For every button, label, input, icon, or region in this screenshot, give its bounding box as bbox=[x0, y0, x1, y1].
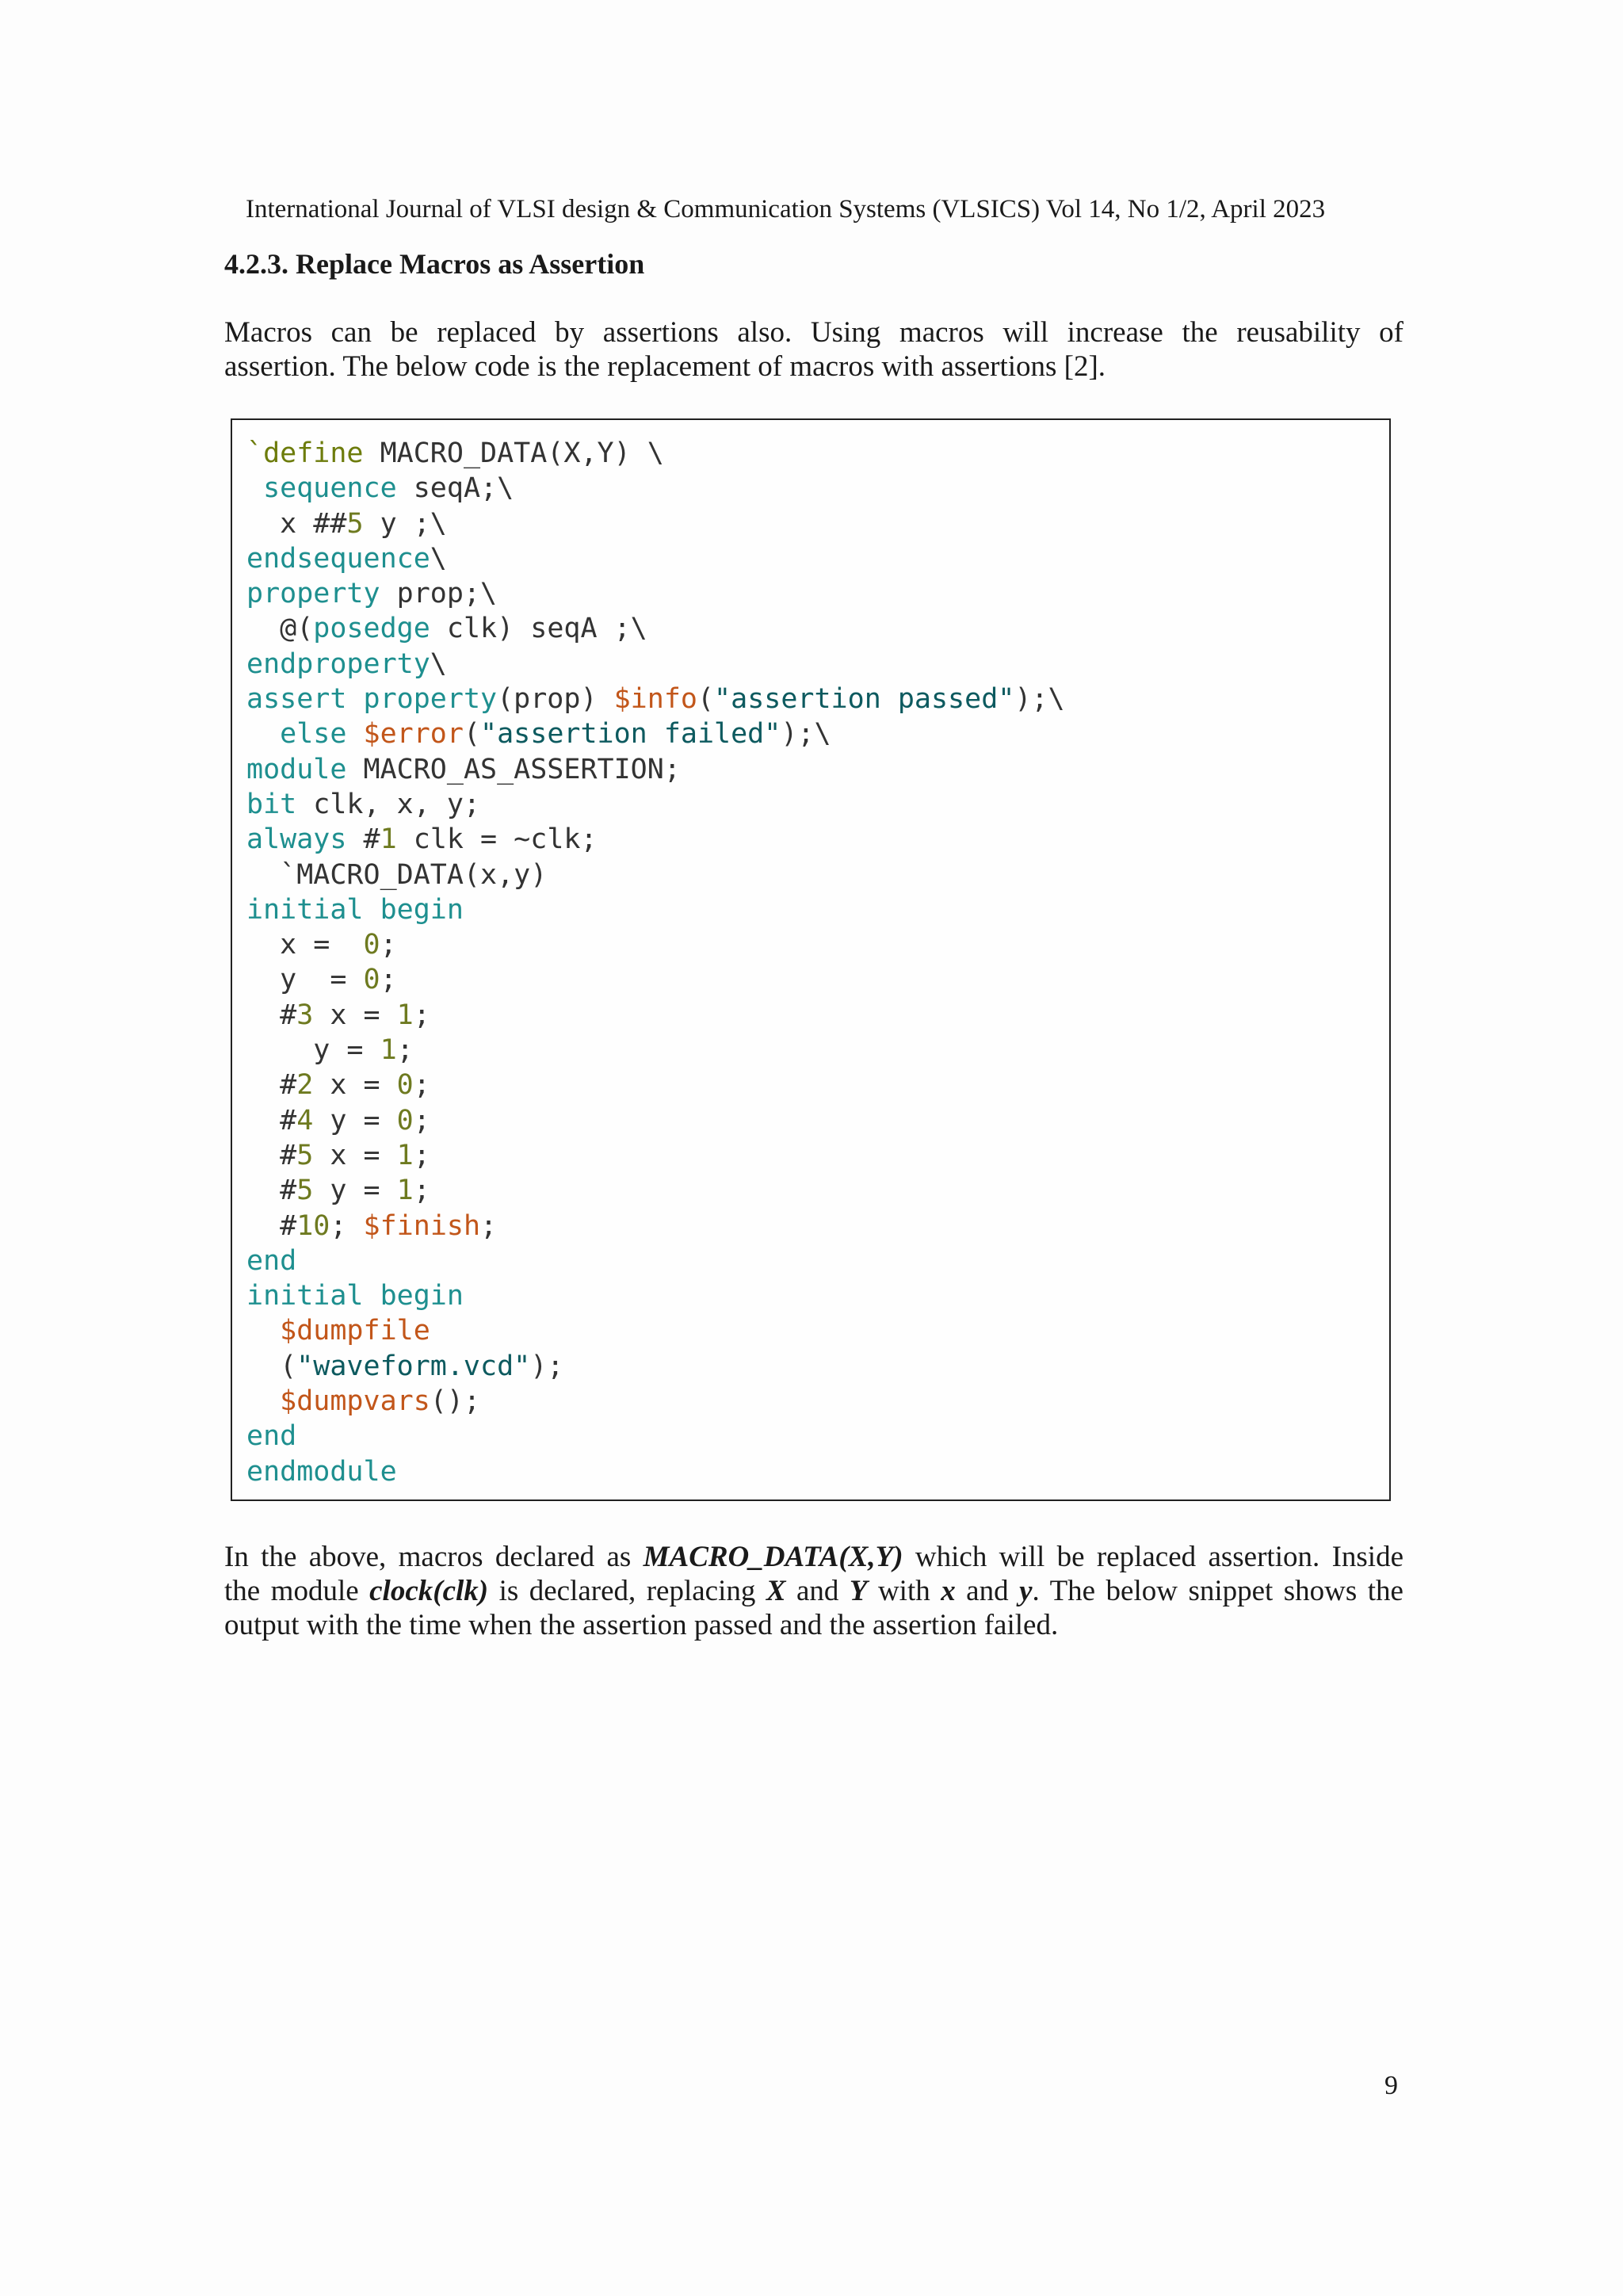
outro-text: and bbox=[785, 1575, 850, 1607]
code-token: \ bbox=[430, 648, 447, 680]
code-token: clk) seqA ;\ bbox=[430, 613, 647, 645]
code-token: posedge bbox=[313, 613, 430, 645]
code-token: 1 bbox=[396, 1139, 414, 1171]
code-line bbox=[246, 752, 1065, 787]
running-header: International Journal of VLSI design & Communication Systems (VLSICS) Vol 14, No 1/2, April 2023 bbox=[246, 195, 1326, 223]
code-token: y = bbox=[246, 1034, 380, 1067]
outro-line-1 bbox=[224, 1540, 1403, 1574]
code-line bbox=[246, 787, 1065, 822]
var-x-lower: x bbox=[941, 1575, 956, 1607]
code-token: 0 bbox=[396, 1104, 414, 1137]
code-line bbox=[246, 1384, 1065, 1419]
code-token: 1 bbox=[396, 999, 414, 1031]
code-token: property bbox=[246, 578, 380, 610]
code-token: "assertion failed" bbox=[480, 718, 781, 751]
code-token: ; bbox=[413, 1139, 430, 1171]
code-token: $dumpvars bbox=[246, 1385, 430, 1418]
section-heading: 4.2.3. Replace Macros as Assertion bbox=[224, 248, 645, 280]
code-token: prop;\ bbox=[380, 578, 498, 610]
code-token: $error bbox=[363, 718, 464, 751]
code-token: 10 bbox=[296, 1209, 330, 1242]
code-token bbox=[346, 683, 363, 715]
var-x-upper: X bbox=[766, 1575, 786, 1607]
code-token: (); bbox=[430, 1385, 481, 1418]
outro-line-2 bbox=[224, 1574, 1403, 1608]
code-token: `define bbox=[246, 437, 364, 469]
code-token: x = bbox=[313, 1069, 397, 1102]
code-line bbox=[246, 716, 1065, 751]
code-token: ; bbox=[380, 929, 397, 961]
code-token: initial begin bbox=[246, 893, 464, 926]
code-token: ; bbox=[380, 964, 397, 996]
code-line bbox=[246, 471, 1065, 506]
code-line bbox=[246, 436, 1065, 471]
code-token: $dumpfile bbox=[246, 1315, 430, 1347]
code-line bbox=[246, 506, 1065, 541]
code-token: ( bbox=[697, 683, 715, 716]
code-token: 1 bbox=[380, 823, 397, 856]
page-number: 9 bbox=[1384, 2071, 1398, 2100]
code-token: ; bbox=[480, 1209, 498, 1242]
code-token: `MACRO_DATA(x,y) bbox=[246, 858, 548, 891]
code-token: MACRO_AS_ASSERTION; bbox=[346, 753, 681, 785]
code-line bbox=[246, 1278, 1065, 1313]
code-line bbox=[246, 998, 1065, 1033]
code-token: ; bbox=[396, 1034, 414, 1067]
code-token: 4 bbox=[296, 1104, 314, 1137]
code-token: ; bbox=[330, 1209, 364, 1242]
outro-text: with bbox=[867, 1575, 941, 1607]
var-y-lower: y bbox=[1019, 1575, 1033, 1607]
code-line bbox=[246, 1349, 1065, 1384]
code-token: ( bbox=[463, 718, 481, 751]
code-token: y = bbox=[246, 964, 364, 996]
code-token: endproperty bbox=[246, 648, 430, 680]
code-token: # bbox=[346, 823, 380, 856]
code-token: initial begin bbox=[246, 1280, 464, 1312]
code-line bbox=[246, 822, 1065, 857]
code-token: y ;\ bbox=[363, 507, 447, 540]
code-token: else bbox=[246, 718, 364, 751]
code-line bbox=[246, 962, 1065, 997]
code-line bbox=[246, 576, 1065, 611]
code-token: \ bbox=[430, 542, 447, 575]
code-token: # bbox=[246, 1175, 297, 1207]
code-token: end bbox=[246, 1420, 297, 1453]
code-line bbox=[246, 1068, 1065, 1102]
code-token: # bbox=[246, 1139, 297, 1171]
code-token: ; bbox=[413, 1104, 430, 1137]
code-token: clk, x, y; bbox=[296, 788, 481, 820]
outro-text: is declared, replacing bbox=[488, 1575, 766, 1607]
code-token: x ## bbox=[246, 507, 347, 540]
code-token: # bbox=[246, 1104, 297, 1137]
code-token: "waveform.vcd" bbox=[296, 1350, 531, 1382]
code-token: clk = ~clk; bbox=[396, 823, 598, 856]
code-line bbox=[246, 611, 1065, 646]
intro-paragraph bbox=[224, 315, 1403, 384]
code-line bbox=[246, 682, 1065, 716]
code-token: 2 bbox=[296, 1069, 314, 1102]
code-line bbox=[246, 927, 1065, 962]
code-token: # bbox=[246, 999, 297, 1031]
code-token: x = bbox=[246, 929, 364, 961]
outro-text: In the above, macros declared as bbox=[224, 1541, 643, 1573]
code-token: # bbox=[246, 1069, 297, 1102]
code-token: $finish bbox=[363, 1209, 481, 1242]
outro-text: which will be replaced assertion. Inside bbox=[903, 1541, 1403, 1573]
code-token: y = bbox=[313, 1104, 397, 1137]
code-line bbox=[246, 1173, 1065, 1208]
code-line bbox=[246, 1419, 1065, 1454]
code-token: sequence bbox=[246, 472, 397, 505]
outro-line-3: output with the time when the assertion passed and the assertion failed. bbox=[224, 1609, 1059, 1641]
code-token: 0 bbox=[396, 1069, 414, 1102]
code-token: $info bbox=[613, 683, 697, 716]
code-token: ); bbox=[530, 1350, 564, 1382]
code-line bbox=[246, 1138, 1065, 1173]
outro-text: the module bbox=[224, 1575, 370, 1607]
intro-line-1: Macros can be replaced by assertions also. Using macros will increase the reusability of bbox=[224, 316, 1403, 349]
code-token: assert bbox=[246, 683, 347, 716]
code-listing-box bbox=[231, 418, 1391, 1501]
code-listing bbox=[246, 436, 1065, 1489]
code-token: ; bbox=[413, 1069, 430, 1102]
code-line bbox=[246, 541, 1065, 576]
code-token: module bbox=[246, 753, 347, 785]
code-token: end bbox=[246, 1244, 297, 1277]
code-token: 5 bbox=[296, 1175, 314, 1207]
code-token: endsequence bbox=[246, 542, 430, 575]
code-token: (prop) bbox=[497, 683, 614, 716]
code-line bbox=[246, 647, 1065, 682]
code-line bbox=[246, 1033, 1065, 1068]
code-token: 3 bbox=[296, 999, 314, 1031]
code-token: x = bbox=[313, 1139, 397, 1171]
code-token: );\ bbox=[1014, 683, 1065, 716]
code-token: x = bbox=[313, 999, 397, 1031]
code-line bbox=[246, 1454, 1065, 1489]
code-token: "assertion passed" bbox=[714, 683, 1015, 716]
code-token: 5 bbox=[346, 507, 364, 540]
clock-emphasis: clock(clk) bbox=[369, 1575, 489, 1607]
code-token: ; bbox=[413, 1175, 430, 1207]
code-line bbox=[246, 1103, 1065, 1138]
code-token: 0 bbox=[363, 964, 380, 996]
var-y-upper: Y bbox=[849, 1575, 868, 1607]
code-line bbox=[246, 1313, 1065, 1348]
outro-paragraph bbox=[224, 1540, 1403, 1642]
macro-name-emphasis: MACRO_DATA(X,Y) bbox=[643, 1541, 903, 1573]
code-token: ( bbox=[246, 1350, 297, 1382]
code-line bbox=[246, 1244, 1065, 1278]
code-token: ; bbox=[413, 999, 430, 1031]
code-line bbox=[246, 892, 1065, 927]
code-token: seqA;\ bbox=[396, 472, 514, 505]
code-token: y = bbox=[313, 1175, 397, 1207]
code-line bbox=[246, 858, 1065, 892]
code-token: property bbox=[363, 683, 498, 716]
code-token: );\ bbox=[781, 718, 831, 751]
code-token: @( bbox=[246, 613, 314, 645]
code-token: MACRO_DATA(X,Y) \ bbox=[363, 437, 664, 469]
code-token: # bbox=[246, 1209, 297, 1242]
code-token: bit bbox=[246, 788, 297, 820]
code-line bbox=[246, 1209, 1065, 1244]
code-token: endmodule bbox=[246, 1455, 397, 1488]
outro-text: and bbox=[955, 1575, 1020, 1607]
code-token: always bbox=[246, 823, 347, 856]
code-token: 5 bbox=[296, 1139, 314, 1171]
code-token: 1 bbox=[396, 1175, 414, 1207]
code-token: 1 bbox=[380, 1034, 397, 1067]
outro-text: . The below snippet shows the bbox=[1032, 1575, 1403, 1607]
code-token: 0 bbox=[363, 929, 380, 961]
intro-line-2: assertion. The below code is the replacement of macros with assertions [2]. bbox=[224, 350, 1106, 383]
